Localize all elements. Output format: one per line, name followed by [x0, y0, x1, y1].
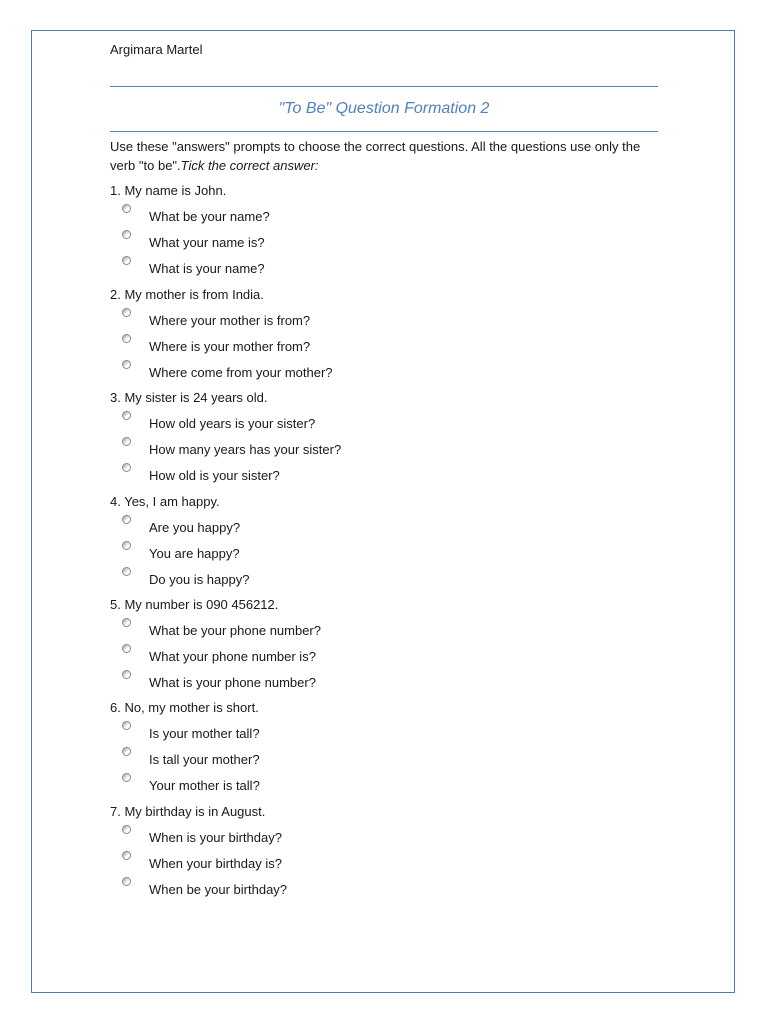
author-name: Argimara Martel [110, 42, 203, 57]
answer-option[interactable] [110, 458, 658, 484]
option-label: Do you is happy? [149, 572, 250, 587]
answer-option[interactable] [110, 613, 658, 639]
instructions-emphasis: Tick the correct answer: [180, 158, 319, 173]
radio-button[interactable] [122, 825, 131, 834]
answer-option[interactable] [110, 251, 658, 277]
question-4 [110, 494, 658, 588]
answer-option[interactable] [110, 329, 658, 355]
radio-button[interactable] [122, 230, 131, 239]
option-label: Is your mother tall? [149, 726, 260, 741]
option-label: Where your mother is from? [149, 313, 311, 328]
radio-button[interactable] [122, 877, 131, 886]
answer-option[interactable] [110, 199, 658, 225]
option-label: Where is your mother from? [149, 339, 311, 354]
answer-option[interactable] [110, 846, 658, 872]
radio-button[interactable] [122, 567, 131, 576]
option-label: Your mother is tall? [149, 778, 260, 793]
option-label: How old is your sister? [149, 468, 280, 483]
radio-button[interactable] [122, 747, 131, 756]
title-rule-top [110, 86, 658, 87]
option-label: What be your name? [149, 209, 270, 224]
option-label: When be your birthday? [149, 882, 288, 897]
option-label: What be your phone number? [149, 623, 321, 638]
answer-option[interactable] [110, 510, 658, 536]
option-label: What is your name? [149, 261, 265, 276]
option-label: What your name is? [149, 235, 265, 250]
answer-option[interactable] [110, 406, 658, 432]
instructions [110, 137, 658, 175]
answer-option[interactable] [110, 665, 658, 691]
radio-button[interactable] [122, 541, 131, 550]
question-prompt: 7. My birthday is in August. [110, 804, 266, 819]
answer-option[interactable] [110, 303, 658, 329]
radio-button[interactable] [122, 437, 131, 446]
answer-option[interactable] [110, 742, 658, 768]
radio-button[interactable] [122, 334, 131, 343]
radio-button[interactable] [122, 463, 131, 472]
question-prompt: 4. Yes, I am happy. [110, 494, 220, 509]
radio-button[interactable] [122, 308, 131, 317]
answer-option[interactable] [110, 355, 658, 381]
answer-option[interactable] [110, 562, 658, 588]
option-label: Are you happy? [149, 520, 241, 535]
question-7 [110, 804, 658, 898]
option-label: Where come from your mother? [149, 365, 333, 380]
radio-button[interactable] [122, 644, 131, 653]
question-1 [110, 183, 658, 277]
radio-button[interactable] [122, 360, 131, 369]
question-prompt: 6. No, my mother is short. [110, 700, 259, 715]
question-prompt: 1. My name is John. [110, 183, 227, 198]
question-3 [110, 390, 658, 484]
question-2 [110, 287, 658, 381]
instructions-text: Use these "answers" prompts to choose the correct questions. All the questions use only the verb "to be". [110, 139, 641, 173]
radio-button[interactable] [122, 204, 131, 213]
page-title: "To Be" Question Formation 2 [278, 100, 490, 117]
title-rule-bottom [110, 131, 658, 132]
radio-button[interactable] [122, 670, 131, 679]
question-5 [110, 597, 658, 691]
answer-option[interactable] [110, 432, 658, 458]
answer-option[interactable] [110, 820, 658, 846]
option-label: How many years has your sister? [149, 442, 342, 457]
answer-option[interactable] [110, 639, 658, 665]
option-label: What is your phone number? [149, 675, 316, 690]
option-label: Is tall your mother? [149, 752, 260, 767]
answer-option[interactable] [110, 872, 658, 898]
question-prompt: 2. My mother is from India. [110, 287, 264, 302]
option-label: When is your birthday? [149, 830, 282, 845]
question-6 [110, 700, 658, 794]
option-label: When your birthday is? [149, 856, 282, 871]
radio-button[interactable] [122, 773, 131, 782]
radio-button[interactable] [122, 515, 131, 524]
answer-option[interactable] [110, 716, 658, 742]
answer-option[interactable] [110, 225, 658, 251]
radio-button[interactable] [122, 618, 131, 627]
radio-button[interactable] [122, 721, 131, 730]
option-label: How old years is your sister? [149, 416, 316, 431]
answer-option[interactable] [110, 768, 658, 794]
radio-button[interactable] [122, 256, 131, 265]
radio-button[interactable] [122, 851, 131, 860]
question-prompt: 3. My sister is 24 years old. [110, 390, 268, 405]
option-label: You are happy? [149, 546, 240, 561]
answer-option[interactable] [110, 536, 658, 562]
question-prompt: 5. My number is 090 456212. [110, 597, 279, 612]
radio-button[interactable] [122, 411, 131, 420]
option-label: What your phone number is? [149, 649, 316, 664]
